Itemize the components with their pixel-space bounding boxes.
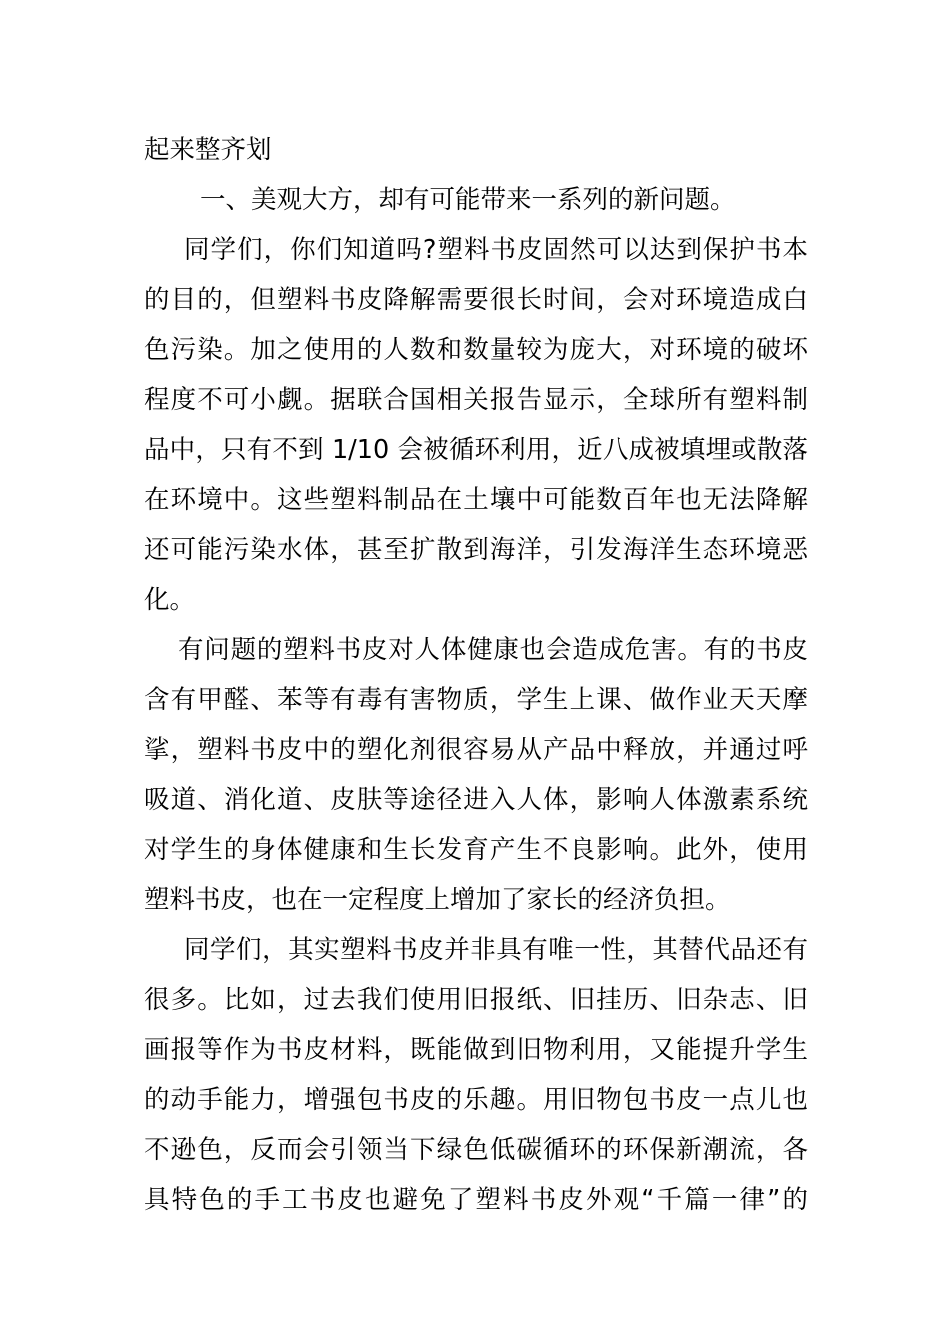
paragraph-1-line-3: 色污染。加之使用的人数和数量较为庞大，对环境的破坏 xyxy=(144,335,808,365)
paragraph-2-line-5: 对学生的身体健康和生长发育产生不良影响。此外，使用 xyxy=(144,835,808,865)
paragraph-1-line-8: 化。 xyxy=(144,585,196,615)
paragraph-1-line-5: 品中，只有不到 1/10 会被循环利用，近八成被填埋或散落 xyxy=(144,435,808,465)
paragraph-3-line-4: 的动手能力，增强包书皮的乐趣。用旧物包书皮一点儿也 xyxy=(144,1085,808,1115)
paragraph-1-line-7: 还可能污染水体，甚至扩散到海洋，引发海洋生态环境恶 xyxy=(144,535,808,565)
paragraph-2-line-4: 吸道、消化道、皮肤等途径进入人体，影响人体激素系统 xyxy=(144,785,808,815)
paragraph-1-line-2: 的目的，但塑料书皮降解需要很长时间，会对环境造成白 xyxy=(144,285,808,315)
paragraph-1-line-4: 程度不可小觑。据联合国相关报告显示，全球所有塑料制 xyxy=(144,385,808,415)
paragraph-2-line-3: 挲，塑料书皮中的塑化剂很容易从产品中释放，并通过呼 xyxy=(144,735,808,765)
paragraph-1-line-1: 同学们，你们知道吗?塑料书皮固然可以达到保护书本 xyxy=(184,235,808,265)
text-line-1: 起来整齐划 xyxy=(144,135,272,165)
paragraph-3-line-3: 画报等作为书皮材料，既能做到旧物利用，又能提升学生 xyxy=(144,1035,808,1065)
paragraph-3-line-5: 不逊色，反而会引领当下绿色低碳循环的环保新潮流，各 xyxy=(144,1135,808,1165)
paragraph-1-line-6: 在环境中。这些塑料制品在土壤中可能数百年也无法降解 xyxy=(144,485,808,515)
paragraph-2-line-2: 含有甲醛、苯等有毒有害物质，学生上课、做作业天天摩 xyxy=(144,685,808,715)
paragraph-2-line-6: 塑料书皮，也在一定程度上增加了家长的经济负担。 xyxy=(144,885,731,915)
section-heading: 一、美观大方，却有可能带来一系列的新问题。 xyxy=(200,185,736,215)
paragraph-3-line-2: 很多。比如，过去我们使用旧报纸、旧挂历、旧杂志、旧 xyxy=(144,985,808,1015)
paragraph-2-line-1: 有问题的塑料书皮对人体健康也会造成危害。有的书皮 xyxy=(178,635,808,665)
paragraph-3-line-1: 同学们，其实塑料书皮并非具有唯一性，其替代品还有 xyxy=(184,935,808,965)
paragraph-3-line-6: 具特色的手工书皮也避免了塑料书皮外观“千篇一律”的 xyxy=(144,1185,808,1215)
